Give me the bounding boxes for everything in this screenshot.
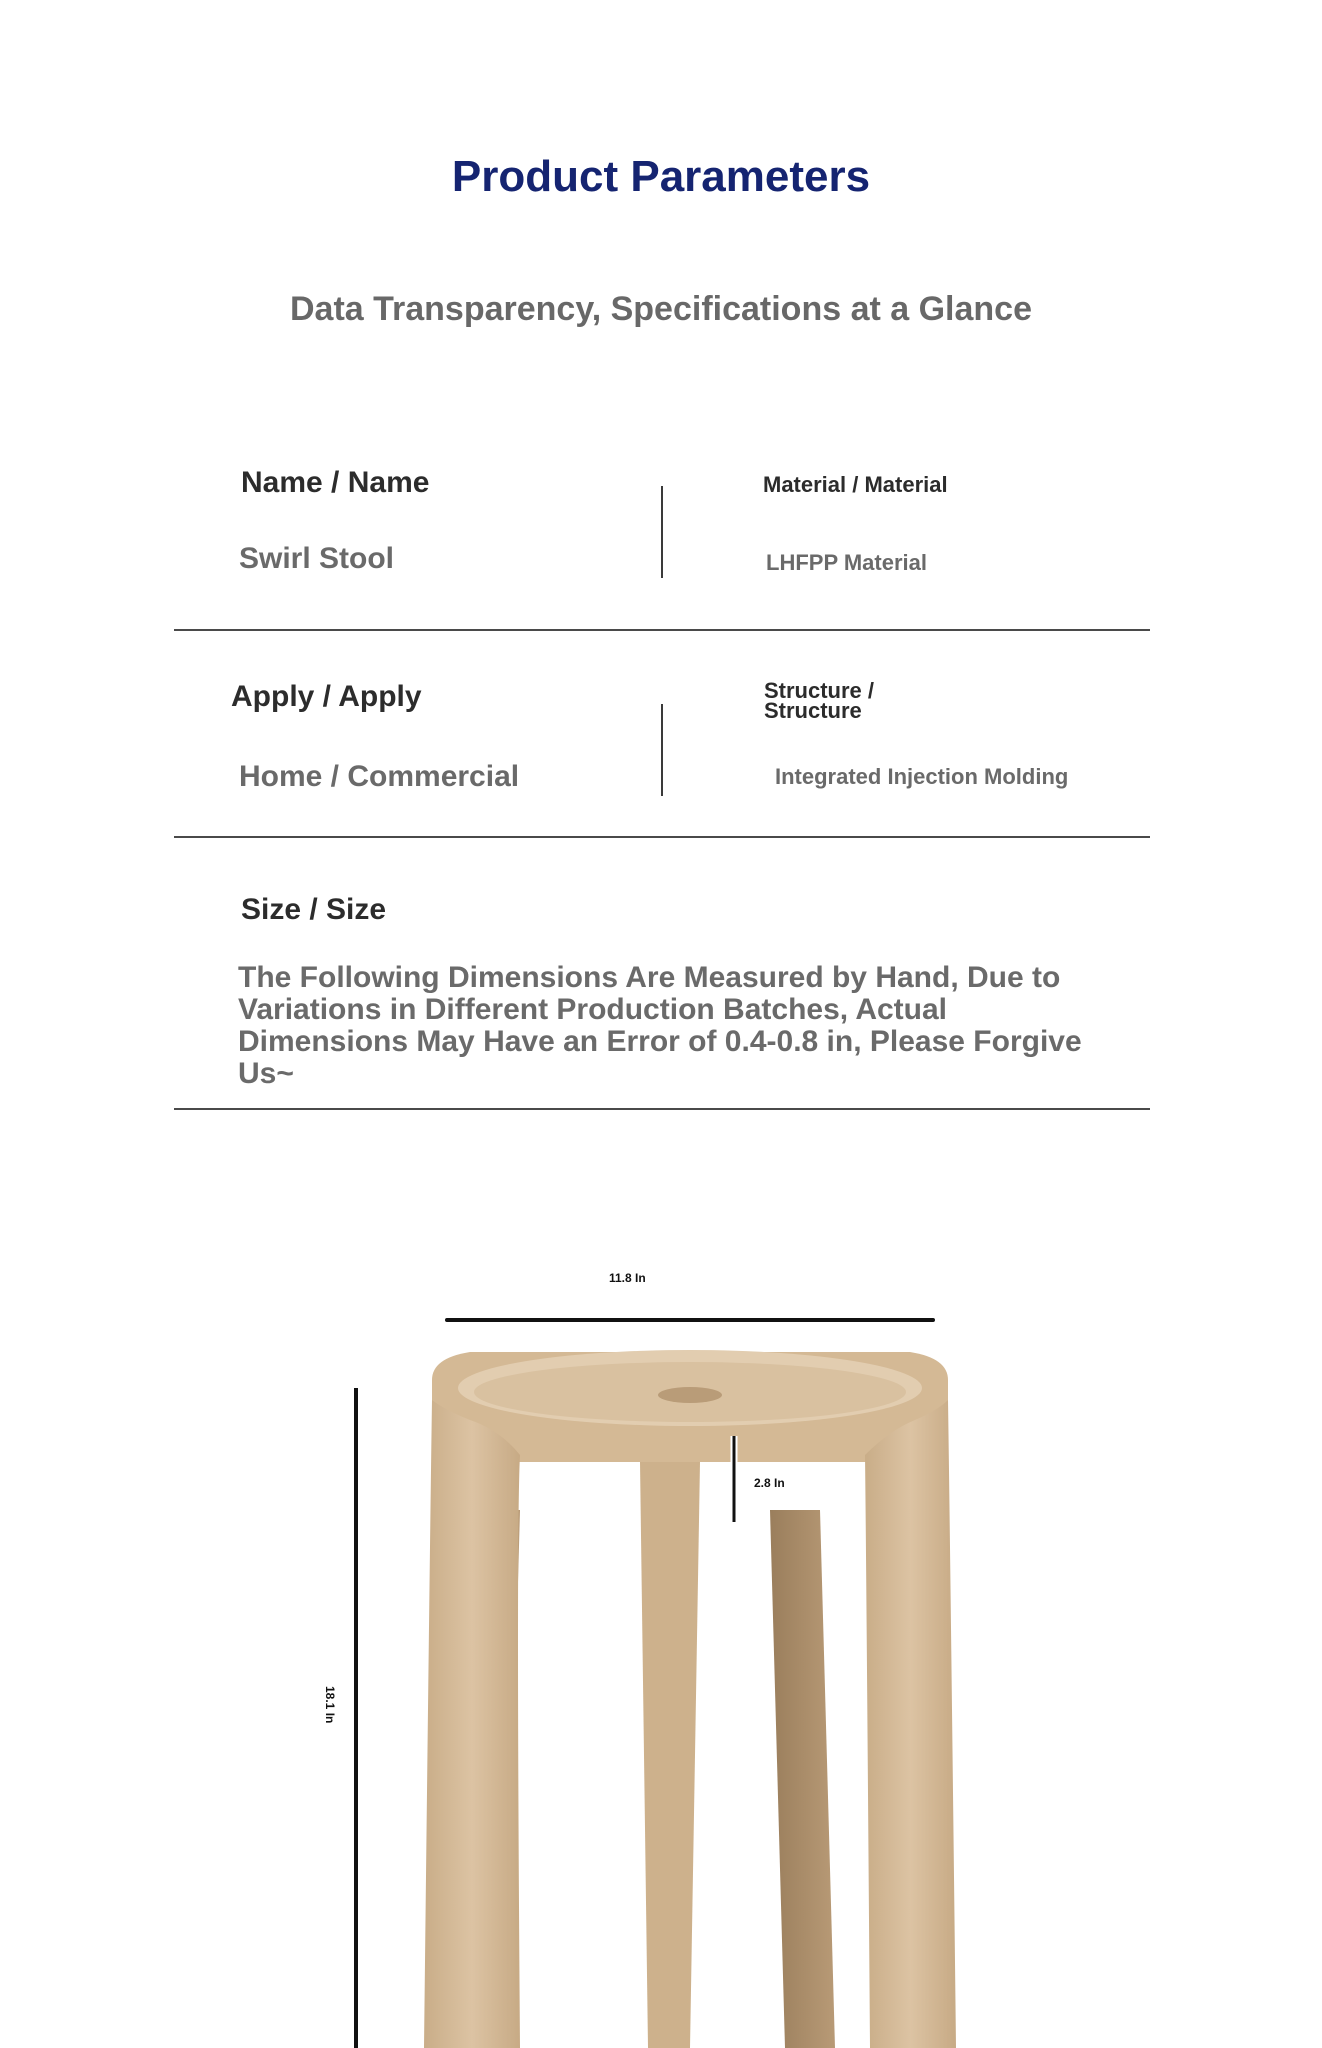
row-divider bbox=[174, 629, 1150, 631]
structure-value: Integrated Injection Molding bbox=[775, 764, 1069, 789]
structure-label-line1: Structure / bbox=[764, 678, 875, 703]
page-subtitle: Data Transparency, Specifications at a Glance bbox=[289, 290, 1032, 328]
stool-front-leg-right bbox=[865, 1400, 956, 2048]
apply-label: Apply / Apply bbox=[231, 680, 422, 713]
row-divider bbox=[174, 1108, 1150, 1110]
stool-front-leg-center bbox=[640, 1462, 700, 2048]
size-note: The Following Dimensions Are Measured by Hand, Due to Variations in Different Production Batches, Actual Dimensions May Have an Error of 0.4-0.8 in, Please Forgive Us~ bbox=[238, 961, 1082, 1090]
material-label: Material / Material bbox=[763, 472, 948, 497]
row-divider bbox=[174, 836, 1150, 838]
apply-value: Home / Commercial bbox=[239, 760, 520, 793]
stool-illustration bbox=[0, 1230, 1322, 2048]
column-divider bbox=[661, 486, 663, 578]
structure-label-line2: Structure bbox=[764, 698, 862, 723]
column-divider bbox=[661, 704, 663, 796]
seat-thickness-label: 2.8 In bbox=[754, 1476, 785, 1490]
size-label: Size / Size bbox=[241, 893, 387, 926]
stool-seat-hole bbox=[658, 1387, 722, 1403]
stool-back-leg-right bbox=[770, 1510, 835, 2048]
height-dimension-label: 18.1 In bbox=[323, 1686, 337, 1724]
width-dimension-label: 11.8 In bbox=[609, 1271, 646, 1285]
name-label: Name / Name bbox=[241, 466, 430, 499]
page-title: Product Parameters bbox=[451, 152, 871, 201]
stool-front-leg-left bbox=[424, 1400, 520, 2048]
name-value: Swirl Stool bbox=[239, 542, 395, 575]
structure-label bbox=[764, 678, 875, 723]
material-value: LHFPP Material bbox=[766, 550, 927, 575]
